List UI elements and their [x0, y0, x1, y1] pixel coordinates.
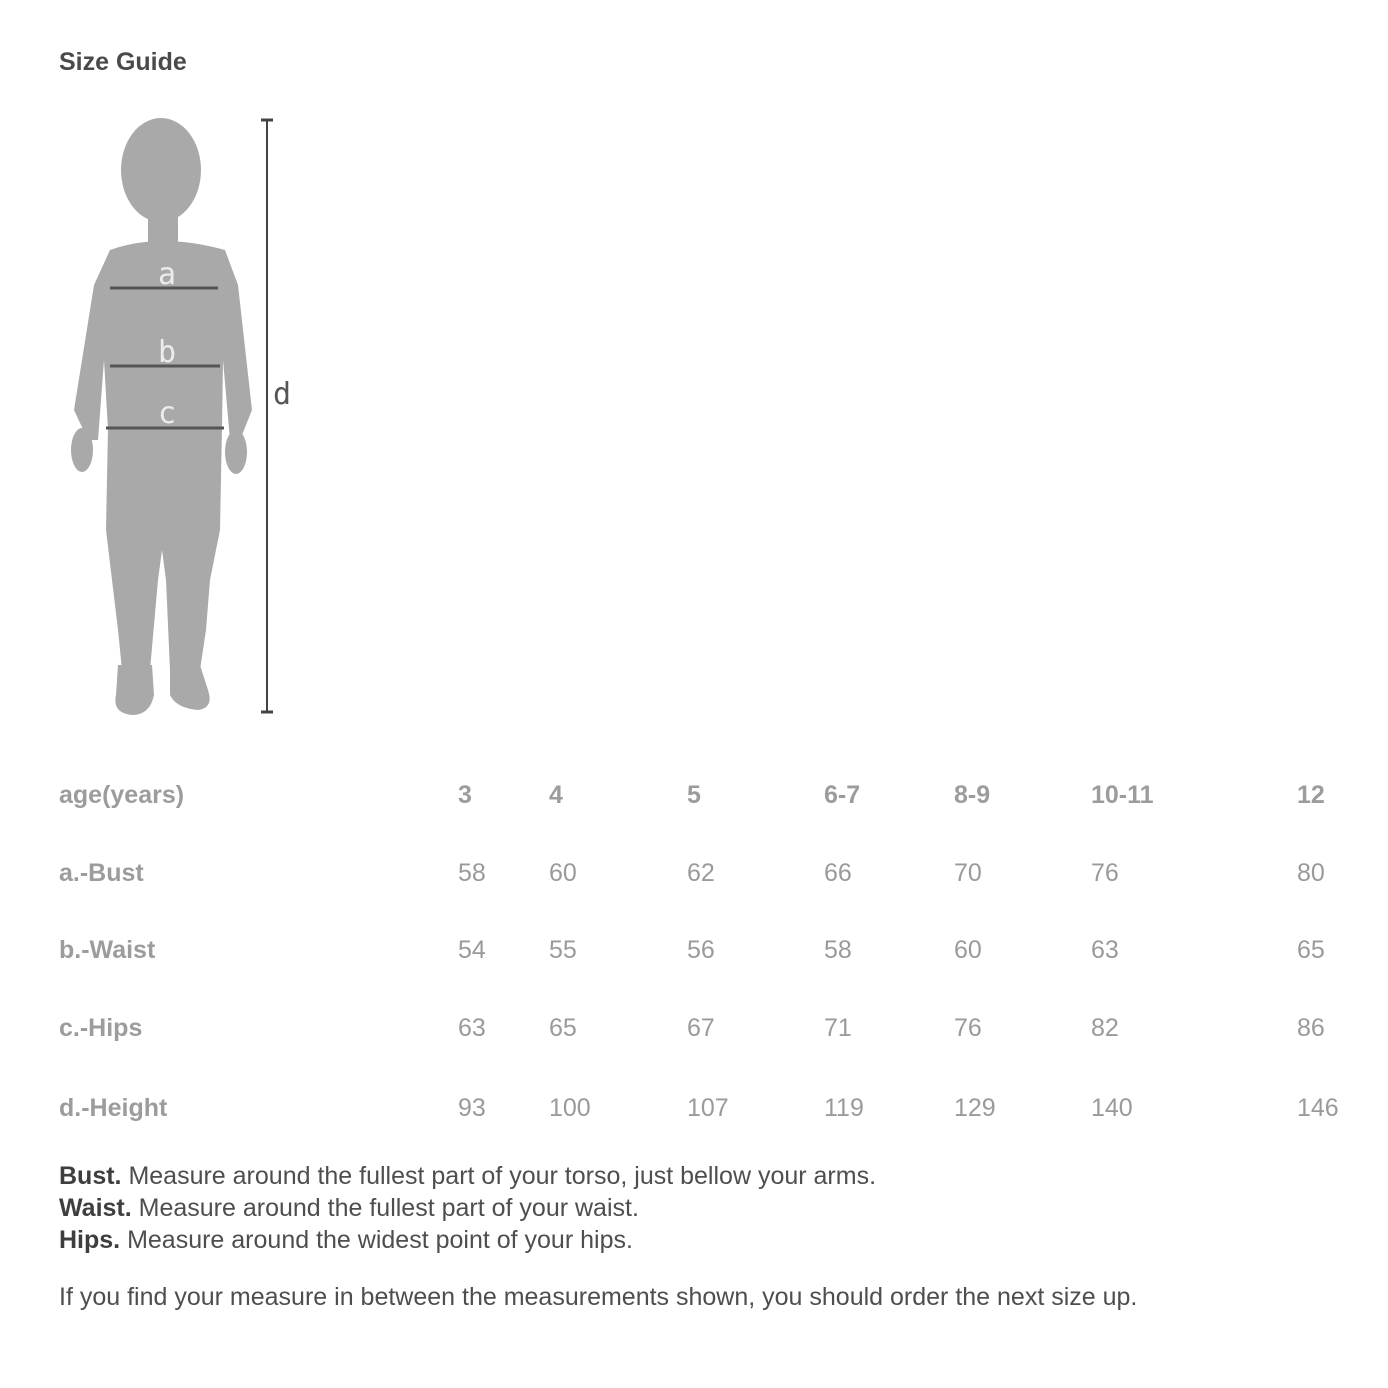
table-cell: 119 [824, 1094, 864, 1122]
table-cell: 60 [954, 936, 982, 964]
table-cell: 93 [458, 1094, 486, 1122]
age-header: 8-9 [954, 781, 991, 809]
age-header: 3 [458, 781, 472, 809]
table-cell: 76 [954, 1014, 982, 1042]
height-label: d [273, 377, 292, 412]
age-header: 12 [1297, 781, 1325, 809]
table-cell: 80 [1297, 859, 1325, 887]
silhouette-neck [148, 210, 178, 245]
table-cell: 62 [687, 859, 715, 887]
note-term: Bust. [59, 1162, 122, 1190]
row-label-bust: a.-Bust [59, 859, 144, 887]
table-cell: 66 [824, 859, 852, 887]
age-header: 6-7 [824, 781, 861, 809]
table-cell: 76 [1091, 859, 1119, 887]
table-cell: 56 [687, 936, 715, 964]
silhouette-left-foot [115, 665, 154, 715]
note-text: Measure around the widest point of your hips. [120, 1226, 633, 1254]
note-text: Measure around the fullest part of your torso, just bellow your arms. [121, 1162, 877, 1190]
row-label-hips: c.-Hips [59, 1014, 143, 1042]
table-cell: 63 [1091, 936, 1119, 964]
table-cell: 100 [549, 1094, 591, 1122]
child-silhouette-figure [60, 110, 320, 730]
size-up-advice: If you find your measure in between the measurements shown, you should order the next size up. [59, 1283, 1138, 1311]
table-cell: 140 [1091, 1094, 1133, 1122]
table-cell: 86 [1297, 1014, 1325, 1042]
page-title: Size Guide [59, 48, 187, 76]
age-header: 4 [549, 781, 563, 809]
measurement-notes [59, 1160, 876, 1256]
bust-label: a [157, 257, 177, 292]
silhouette-right-hand [225, 430, 247, 474]
table-header-label: age(years) [59, 781, 185, 809]
table-cell: 70 [954, 859, 982, 887]
table-cell: 65 [549, 1014, 577, 1042]
age-header: 10-11 [1091, 781, 1154, 809]
silhouette-head [121, 118, 201, 222]
table-cell: 54 [458, 936, 486, 964]
table-cell: 107 [687, 1094, 729, 1122]
table-cell: 82 [1091, 1014, 1119, 1042]
silhouette-right-foot [170, 665, 210, 710]
row-label-waist: b.-Waist [59, 936, 156, 964]
hips-label: c [157, 396, 177, 431]
silhouette-left-hand [71, 428, 93, 472]
note-term: Waist. [59, 1194, 132, 1222]
row-label-height: d.-Height [59, 1094, 168, 1122]
note-term: Hips. [59, 1226, 121, 1254]
table-cell: 55 [549, 936, 577, 964]
table-cell: 63 [458, 1014, 486, 1042]
table-cell: 67 [687, 1014, 715, 1042]
note-text: Measure around the fullest part of your waist. [131, 1194, 639, 1222]
table-cell: 60 [549, 859, 577, 887]
table-cell: 129 [954, 1094, 996, 1122]
table-cell: 71 [824, 1014, 852, 1042]
child-silhouette-svg [60, 110, 320, 730]
silhouette-legs [106, 428, 222, 670]
waist-label: b [157, 335, 177, 370]
table-cell: 146 [1297, 1094, 1339, 1122]
age-header: 5 [687, 781, 701, 809]
note-waist [59, 1192, 876, 1224]
note-hips [59, 1224, 876, 1256]
table-cell: 58 [824, 936, 852, 964]
note-bust [59, 1160, 876, 1192]
table-cell: 58 [458, 859, 486, 887]
table-cell: 65 [1297, 936, 1325, 964]
